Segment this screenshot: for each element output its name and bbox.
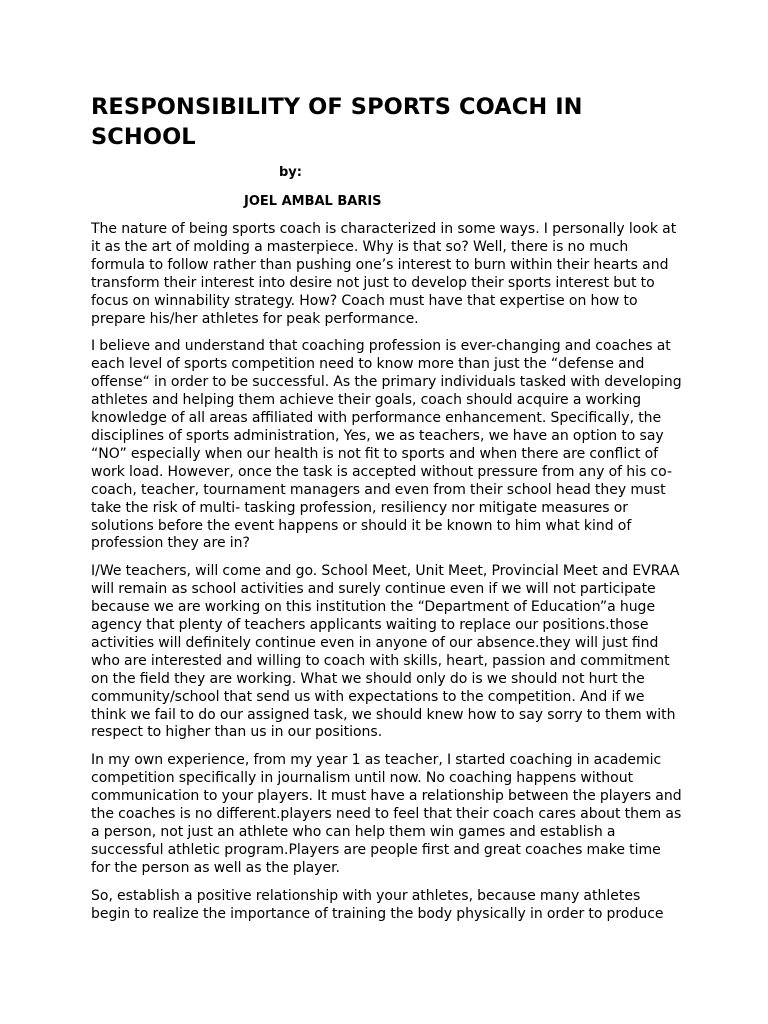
paragraph-line: knowledge of all areas affiliated with performance enhancement. Specifically, the xyxy=(91,410,662,427)
paragraph-line: think we fail to do our assigned task, we should knew how to say sorry to them with xyxy=(91,706,676,723)
paragraph-line: on the field they are working. What we should only do is we should not hurt the xyxy=(91,670,645,687)
paragraph-line: for the person as well as the player. xyxy=(91,859,341,876)
paragraph-line: solutions before the event happens or should it be known to him what kind of xyxy=(91,517,632,534)
paragraph xyxy=(91,752,687,877)
author-name: JOEL AMBAL BARIS xyxy=(244,194,382,209)
paragraph-line: each level of sports competition need to know more than just the “defense and xyxy=(91,356,645,373)
paragraph-line: “NO” especially when our health is not fit to sports and when there are conflict of xyxy=(91,445,659,462)
paragraph-line: a person, not just an athlete who can help them win games and establish a xyxy=(91,824,616,840)
paragraph-line: respect to higher than us in our positions. xyxy=(91,724,383,741)
paragraph xyxy=(91,338,687,553)
paragraph-line: athletes and helping them achieve their goals, coach should acquire a working xyxy=(91,392,642,409)
paragraph-line: competition specifically in journalism until now. No coaching happens without xyxy=(91,770,634,787)
paragraph-line: prepare his/her athletes for peak performance. xyxy=(91,310,419,327)
paragraph-line: profession they are in? xyxy=(91,535,250,552)
paragraph xyxy=(91,888,687,924)
paragraph-line: because we are working on this institution the “Department of Education”a huge xyxy=(91,599,656,616)
paragraph-line: agency that plenty of teachers applicants waiting to replace our positions.those xyxy=(91,617,649,634)
paragraph-line: the coaches is no different.players need to feel that their coach cares about them as xyxy=(91,806,682,823)
paragraph-line: successful athletic program.Players are people first and great coaches make time xyxy=(91,841,661,858)
paragraph-line: will remain as school activities and surely continue even if we will not participate xyxy=(91,581,656,598)
paragraph xyxy=(91,221,687,328)
paragraph-line: In my own experience, from my year 1 as teacher, I started coaching in academic xyxy=(91,752,662,769)
byline-label: by: xyxy=(279,165,302,180)
paragraph-line: disciplines of sports administration, Yes, we as teachers, we have an option to say xyxy=(91,427,664,444)
paragraph-line: communication to your players. It must have a relationship between the players and xyxy=(91,788,682,805)
paragraph-line: The nature of being sports coach is characterized in some ways. I personally look at xyxy=(91,221,677,237)
title-line: RESPONSIBILITY OF SPORTS COACH IN xyxy=(91,94,583,120)
paragraph-line: work load. However, once the task is accepted without pressure from any of his co- xyxy=(91,463,672,480)
paragraph-line: offense“ in order to be successful. As the primary individuals tasked with developing xyxy=(91,374,682,391)
paragraph-line: take the risk of multi- tasking profession, resiliency nor mitigate measures or xyxy=(91,499,629,516)
paragraph-line: community/school that send us with expectations to the competition. And if we xyxy=(91,688,645,705)
paragraph-line: who are interested and willing to coach with skills, heart, passion and commitment xyxy=(91,652,670,669)
document-page xyxy=(91,92,687,924)
paragraph xyxy=(91,563,687,742)
paragraph-line: begin to realize the importance of training the body physically in order to produce xyxy=(91,905,664,922)
paragraph-line: So, establish a positive relationship with your athletes, because many athletes xyxy=(91,887,641,904)
paragraph-line: coach, teacher, tournament managers and even from their school head they must xyxy=(91,481,666,498)
paragraph-line: transform their interest into desire not just to develop their sports interest but to xyxy=(91,274,655,291)
title-line: SCHOOL xyxy=(91,124,196,150)
paragraph-line: focus on winnability strategy. How? Coach must have that expertise on how to xyxy=(91,292,638,309)
paragraph-line: it as the art of molding a masterpiece. Why is that so? Well, there is no much xyxy=(91,238,629,255)
paragraph-line: formula to follow rather than pushing one’s interest to burn within their hearts and xyxy=(91,256,669,273)
paragraph-line: I/We teachers, will come and go. School Meet, Unit Meet, Provincial Meet and EVRAA xyxy=(91,563,680,580)
paragraph-line: I believe and understand that coaching profession is ever-changing and coaches at xyxy=(91,338,671,355)
paragraph-line: activities will definitely continue even in anyone of our absence.they will just find xyxy=(91,634,659,651)
document-title xyxy=(91,92,687,152)
document-body xyxy=(91,221,687,924)
